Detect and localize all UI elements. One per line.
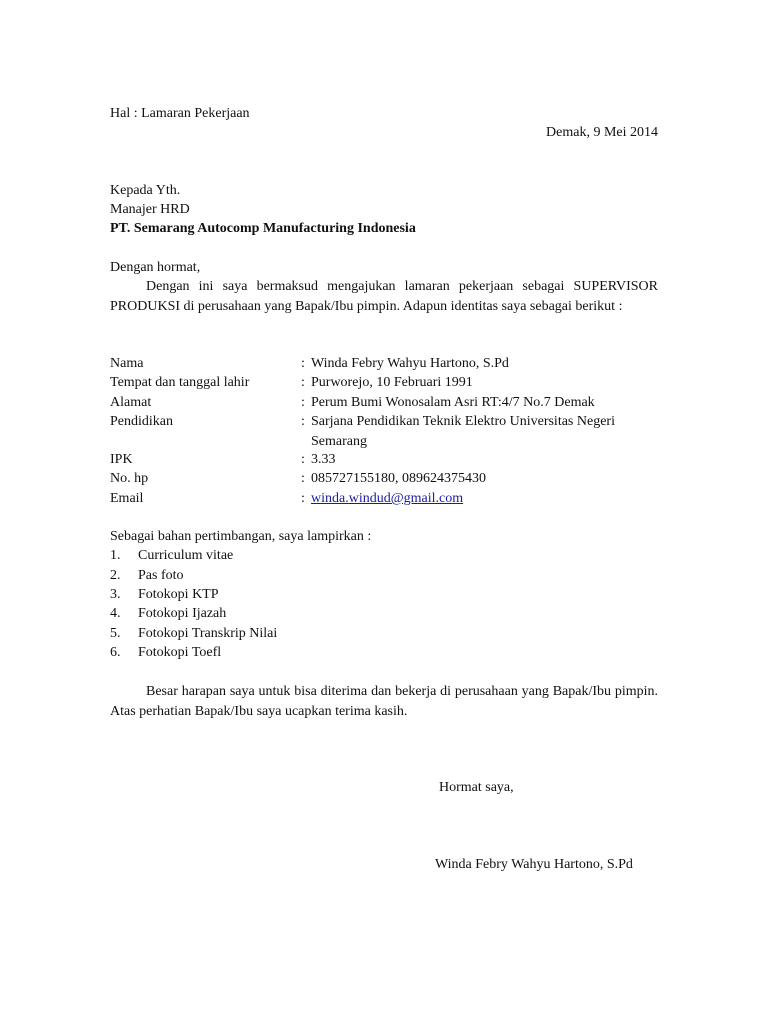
list-item-number: 3.: [110, 587, 121, 602]
list-item-text: Fotokopi Ijazah: [138, 606, 227, 621]
identity-value: Purworejo, 10 Februari 1991: [311, 375, 473, 390]
recipient-company: PT. Semarang Autocomp Manufacturing Indonesia: [110, 221, 416, 236]
list-item-number: 1.: [110, 548, 121, 563]
recipient-line2: Manajer HRD: [110, 202, 190, 217]
identity-value: Sarjana Pendidikan Teknik Elektro Universitas Negeri Semarang: [311, 414, 615, 449]
list-item-text: Curriculum vitae: [138, 548, 234, 563]
list-item-number: 2.: [110, 568, 121, 583]
list-item-text: Fotokopi Toefl: [138, 645, 222, 660]
identity-value: 085727155180, 089624375430: [311, 471, 486, 486]
identity-value: 3.33: [311, 452, 336, 467]
identity-label: Email: [110, 491, 144, 506]
identity-row-education: [110, 412, 658, 449]
identity-label: No. hp: [110, 471, 149, 486]
identity-colon: :: [301, 375, 305, 390]
attachments-intro: Sebagai bahan pertimbangan, saya lampirkan :: [110, 529, 372, 544]
identity-label: IPK: [110, 452, 133, 467]
list-item-number: 5.: [110, 626, 121, 641]
identity-colon: :: [301, 491, 305, 506]
list-item-number: 6.: [110, 645, 121, 660]
identity-label: Pendidikan: [110, 414, 173, 429]
recipient-line1: Kepada Yth.: [110, 183, 181, 198]
list-item-text: Fotokopi KTP: [138, 587, 219, 602]
intro-paragraph: Dengan ini saya bermaksud mengajukan lamaran pekerjaan sebagai SUPERVISOR PRODUKSI di perusahaan yang Bapak/Ibu pimpin. Adapun identitas saya sebagai berikut :: [110, 279, 658, 314]
identity-colon: :: [301, 356, 305, 371]
salutation: Dengan hormat,: [110, 260, 201, 275]
closing-paragraph: Besar harapan saya untuk bisa diterima dan bekerja di perusahaan yang Bapak/Ibu pimpin. Atas perhatian Bapak/Ibu saya ucapkan terima kasih.: [110, 684, 658, 719]
identity-value: Winda Febry Wahyu Hartono, S.Pd: [311, 356, 509, 371]
list-item-text: Fotokopi Transkrip Nilai: [138, 626, 278, 641]
identity-value: Perum Bumi Wonosalam Asri RT:4/7 No.7 Demak: [311, 395, 595, 410]
identity-label: Tempat dan tanggal lahir: [110, 375, 250, 390]
identity-row-address: [110, 393, 658, 413]
regards: Hormat saya,: [439, 780, 514, 795]
identity-label: Alamat: [110, 395, 152, 410]
letter-place-date: Demak, 9 Mei 2014: [546, 125, 658, 140]
identity-row-name: [110, 354, 658, 374]
identity-row-birth: [110, 373, 658, 393]
list-item-text: Pas foto: [138, 568, 184, 583]
letter-subject: Hal : Lamaran Pekerjaan: [110, 106, 250, 121]
identity-row-gpa: [110, 450, 658, 470]
list-item-number: 4.: [110, 606, 121, 621]
email-link[interactable]: winda.windud@gmail.com: [311, 491, 464, 506]
identity-colon: :: [301, 414, 305, 429]
identity-colon: :: [301, 395, 305, 410]
identity-colon: :: [301, 452, 305, 467]
identity-label: Nama: [110, 356, 144, 371]
signature-name: Winda Febry Wahyu Hartono, S.Pd: [435, 857, 633, 872]
identity-row-email: [110, 489, 658, 509]
identity-colon: :: [301, 471, 305, 486]
identity-row-phone: [110, 469, 658, 489]
